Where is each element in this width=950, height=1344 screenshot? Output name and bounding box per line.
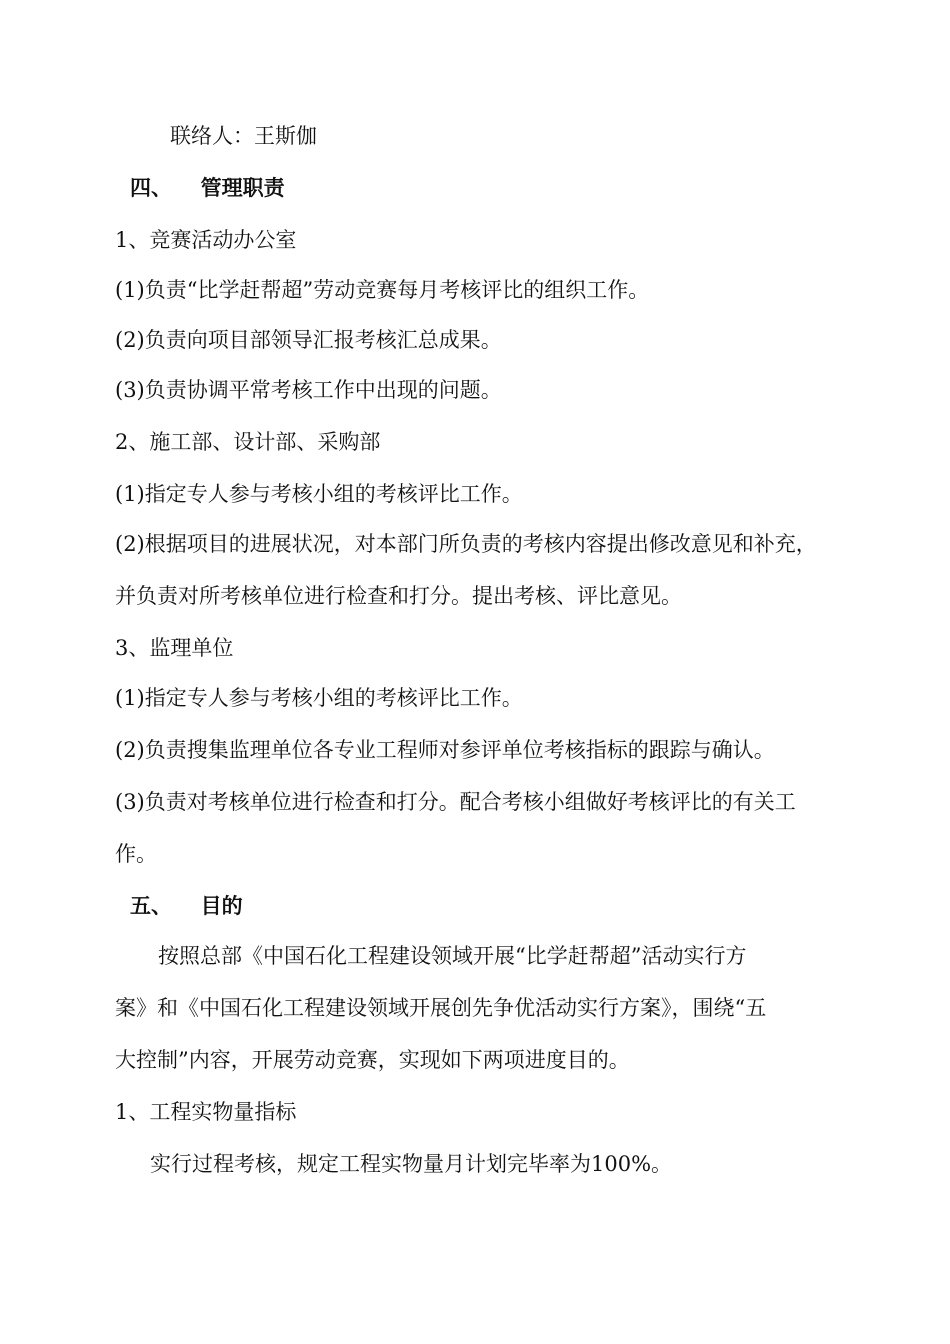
item-3-point-3: (3)负责对考核单位进行检查和打分。配合考核小组做好考核评比的有关工 (115, 790, 796, 814)
section-5-paragraph-line-3: 大控制”内容，开展劳动竞赛，实现如下两项进度目的。 (115, 1048, 630, 1072)
item-3-point-1: (1)指定专人参与考核小组的考核评比工作。 (115, 686, 523, 710)
section-5-item-1-text: 实行过程考核，规定工程实物量月计划完毕率为100%。 (150, 1152, 673, 1176)
item-2-point-2: (2)根据项目的进展状况，对本部门所负责的考核内容提出修改意见和补充， (115, 532, 817, 556)
section-4-heading (130, 174, 285, 202)
item-2-heading: 2、施工部、设计部、采购部 (115, 430, 381, 454)
section-5-item-1-heading: 1、工程实物量指标 (115, 1100, 297, 1124)
item-1-point-2: (2)负责向项目部领导汇报考核汇总成果。 (115, 328, 502, 352)
section-5-heading (130, 892, 243, 920)
section-5-title: 目的 (200, 894, 243, 918)
item-3-point-3-continued: 作。 (115, 842, 157, 866)
item-1-heading: 1、竞赛活动办公室 (115, 228, 297, 252)
item-2-point-1: (1)指定专人参与考核小组的考核评比工作。 (115, 482, 523, 506)
item-1-point-1: (1)负责“比学赶帮超”劳动竞赛每月考核评比的组织工作。 (115, 278, 650, 302)
item-3-point-2: (2)负责搜集监理单位各专业工程师对参评单位考核指标的跟踪与确认。 (115, 738, 775, 762)
item-3-heading: 3、监理单位 (115, 636, 234, 660)
item-2-point-2-continued: 并负责对所考核单位进行检查和打分。提出考核、评比意见。 (115, 584, 682, 608)
section-5-paragraph-line-2: 案》和《中国石化工程建设领域开展创先争优活动实行方案》，围绕“五 (115, 996, 767, 1020)
section-5-number: 五、 (130, 894, 172, 918)
item-1-point-3: (3)负责协调平常考核工作中出现的问题。 (115, 378, 502, 402)
section-4-number: 四、 (130, 176, 172, 200)
section-5-paragraph-line-1: 按照总部《中国石化工程建设领域开展“比学赶帮超”活动实行方 (158, 944, 747, 968)
section-4-title: 管理职责 (200, 176, 285, 200)
contact-line: 联络人：王斯伽 (170, 124, 317, 148)
